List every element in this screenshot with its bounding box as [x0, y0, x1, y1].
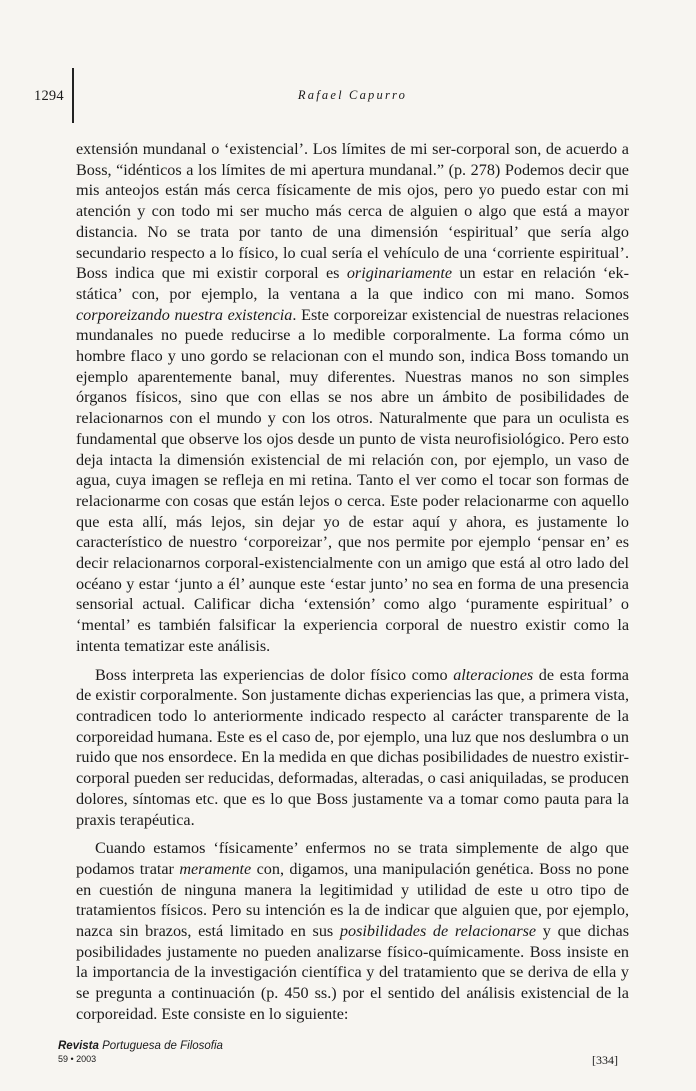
emphasis: corporeizando nuestra existencia	[76, 305, 293, 324]
journal-title-bold: Revista	[58, 1040, 99, 1052]
text-run: Boss interpreta las experiencias de dolor físico como	[95, 665, 454, 684]
emphasis: originariamente	[346, 264, 453, 283]
text-run: con, digamos, una manipulación genética. Boss no pone en cuestión de ninguna manera la legitimidad y utilidad de este u otro tipo de tratamientos físicos. Pero su intención es la de indicar que alguien que, por ejemplo, nazca sin brazos, está limitado en sus	[76, 859, 629, 941]
text-run: . Este corporeizar existencial de nuestras relaciones mundanales no puede reducirse a lo medible corporalmente. La forma cómo un hombre flaco y uno gordo se relacionan con el mundo son, indica Boss tomando un ejemplo aparentemente banal, muy diferentes. Nuestras manos no son simples órganos físicos, sino que con ellas se nos abre un ámbito de posibilidades de relacionarnos con el mundo y con los otros. Naturalmente que para un oculista es fundamental que observe los ojos desde un punto de vista neurofisiológico. Pero esto deja intacta la dimensión existencial de mi relación con, por ejemplo, un vaso de agua, cuya imagen se refleja en mi retina. Tanto el ver como el tocar son formas de relacionarme con cosas que están lejos o cerca. Este poder relacionarme con aquello que esta allí, más lejos, sin dejar yo de estar aquí y ahora, es justamente lo característico de nuestro ‘corporeizar’, que nos permite por ejemplo ‘pensar en’ es decir relacionarnos corporal-existencialmente con un amigo que está al otro lado del océano y estar ‘junto a él’ aunque este ‘estar junto’ no sea en forma de una presencia sensorial actual. Calificar dicha ‘extensión’ como algo ‘puramente espiritual’ o ‘mental’ es también falsificar la experiencia corporal de nuestro existir como la intenta tematizar este análisis.	[76, 305, 629, 655]
text-run: y que dichas posibilidades justamente no pueden analizarse físico-químicamente. Boss insiste en la importancia de la investigación científica y del tratamiento que se deriva de ella y se pregunta a continuación (p. 450 ss.) por el sentido del análisis existencial de la corporeidad. Este consiste en lo siguiente:	[76, 922, 629, 1023]
header-divider	[72, 68, 74, 123]
page-number: 1294	[34, 88, 64, 104]
journal-footer	[58, 1040, 223, 1064]
emphasis: posibilidades de relacionarse	[339, 922, 537, 941]
journal-title	[58, 1040, 223, 1052]
emphasis: alteraciones	[453, 665, 534, 684]
text-run: extensión mundanal o ‘existencial’. Los límites de mi ser-corporal son, de acuerdo a Boss, “idénticos a los límites de mi apertura mundanal.” (p. 278) Podemos decir que mis anteojos están más cerca físicamente de mis ojos, pero yo puedo estar con mi atención y con todo mi ser mucho más cerca de alguien o algo que está a mayor distancia. No se trata por tanto de una dimensión ‘espiritual’ que sería algo secundario respecto a lo físico, lo cual sería el vehículo de una ‘corriente espiritual’. Boss indica que mi existir corporal es	[76, 140, 629, 283]
text-run: un estar en relación ‘ek-stática’ con, por ejemplo, la ventana a la que indico con mi mano. Somos	[76, 264, 629, 303]
text-run: Cuando estamos ‘físicamente’ enfermos no se trata simplemente de algo que podamos tratar	[76, 839, 629, 878]
page-code: [334]	[592, 1053, 618, 1067]
emphasis: meramente	[179, 859, 252, 878]
running-head-author: Rafael Capurro	[297, 88, 408, 102]
body-text	[76, 139, 629, 1025]
paragraph-2	[76, 665, 629, 831]
text-run: de esta forma de existir corporalmente. Son justamente dichas experiencias las que, a primera vista, contradicen todo lo anteriormente indicado respecto al carácter transparente de la corporeidad humana. Este es el caso de, por ejemplo, una luz que nos deslumbra o un ruido que nos ensordece. En la medida en que dichas posibilidades de nuestro existir-corporal pueden ser reducidas, deformadas, alteradas, o casi aniquiladas, se producen dolores, síntomas etc. que es lo que Boss justamente va a tomar como pauta para la praxis terapéutica.	[76, 665, 629, 829]
journal-issue: 59 • 2003	[58, 1054, 97, 1064]
paragraph-1	[76, 139, 629, 657]
journal-title-rest: Portuguesa de Filosofia	[102, 1040, 223, 1052]
paragraph-3	[76, 838, 629, 1024]
